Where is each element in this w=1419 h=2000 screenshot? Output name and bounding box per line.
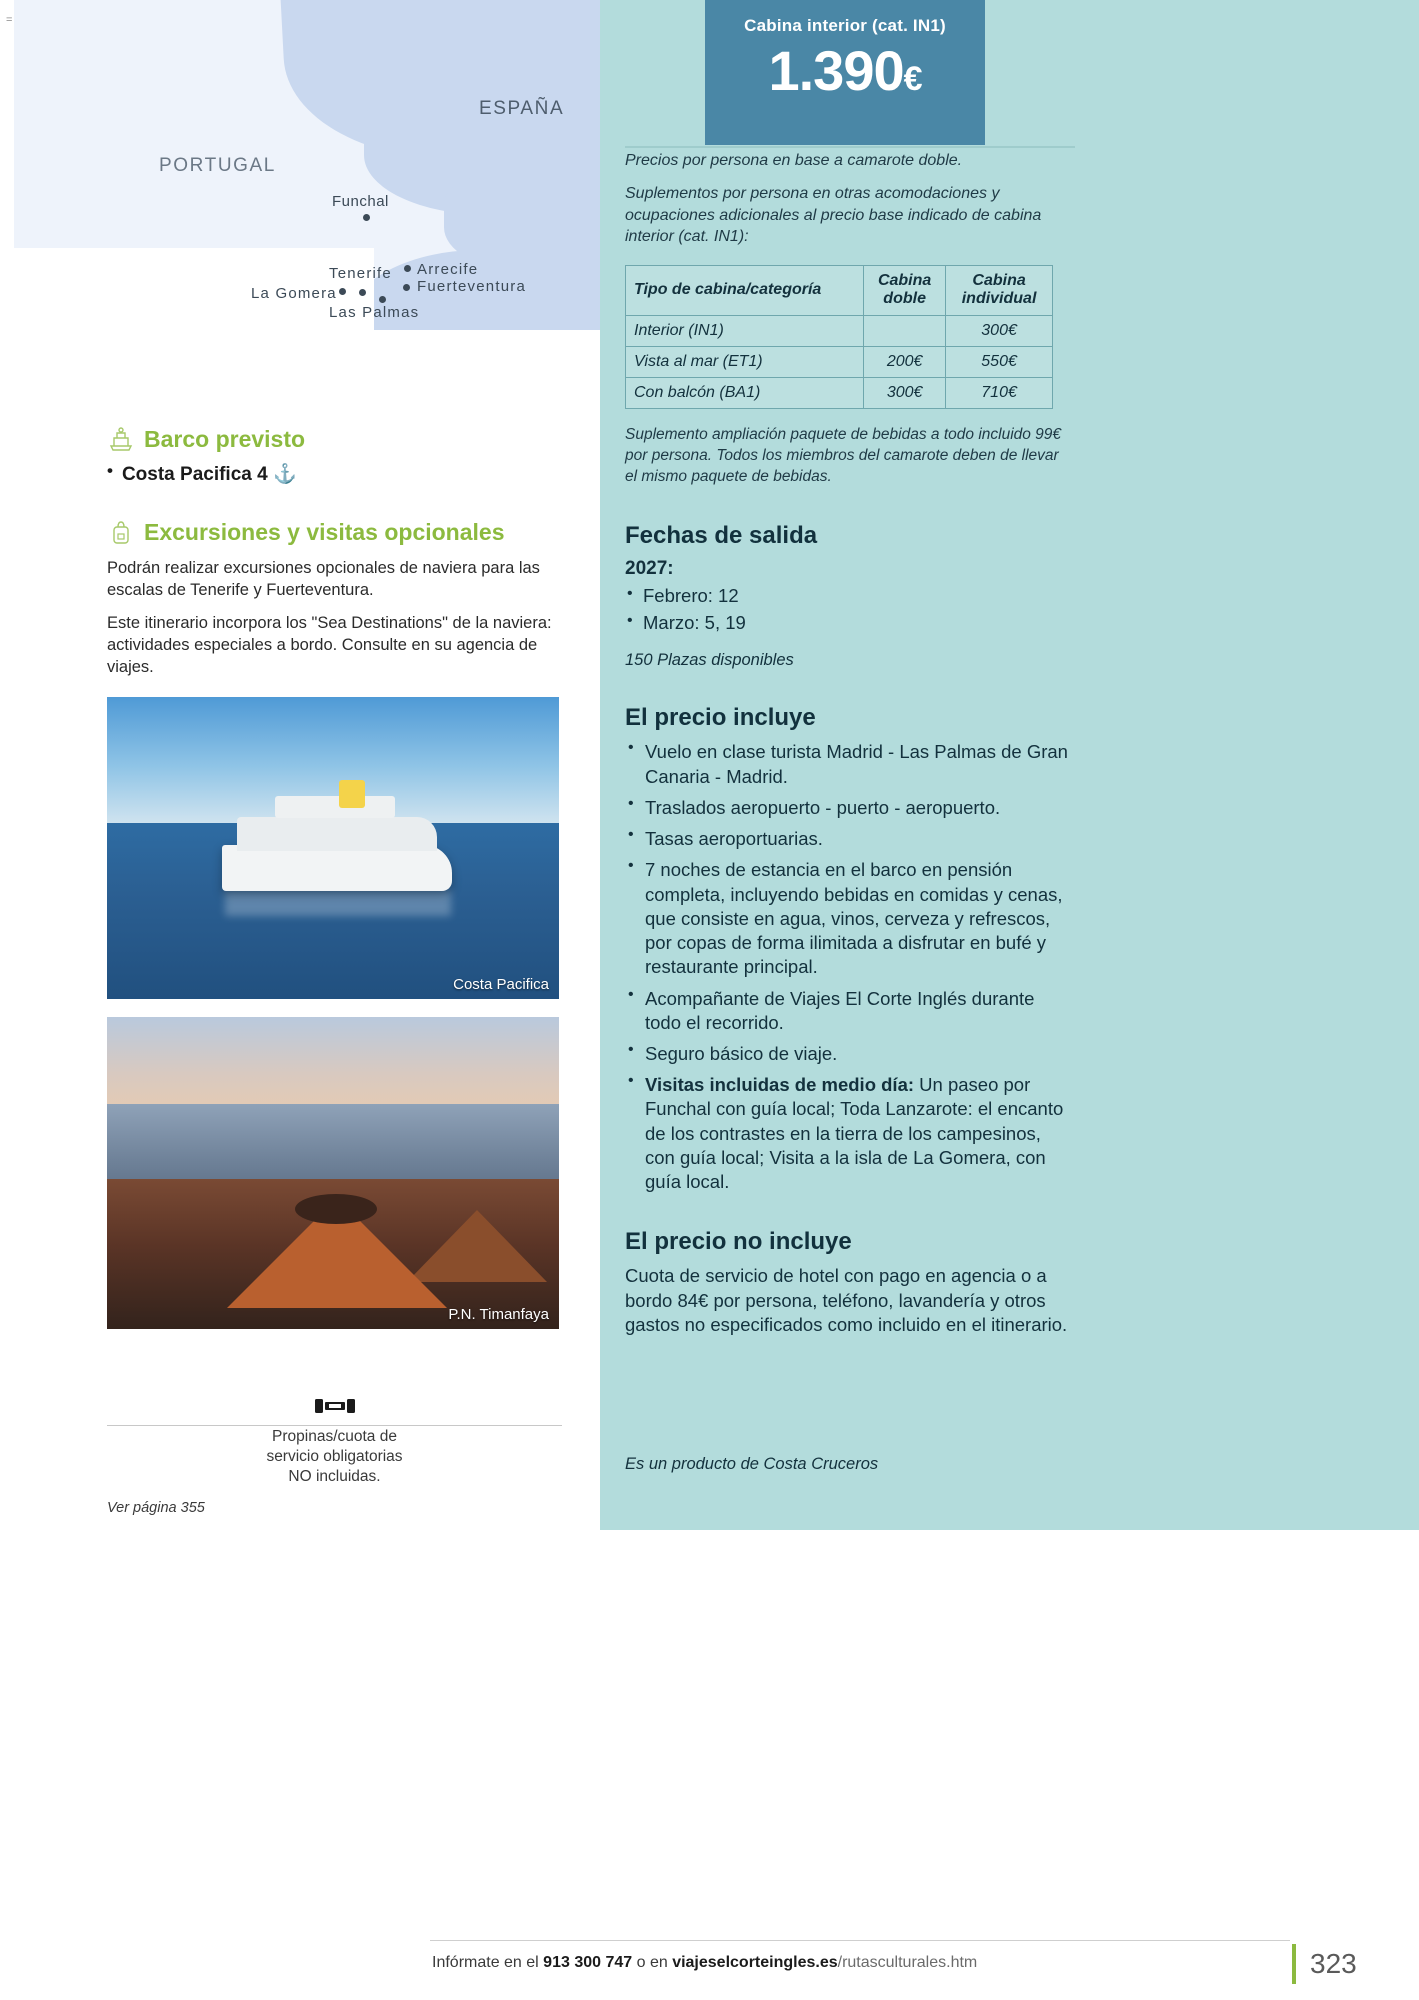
heading-fechas-salida: Fechas de salida: [625, 521, 818, 549]
ship-photo-superstructure: [275, 796, 395, 818]
list-item: • Vuelo en clase turista Madrid - Las Palmas de Gran Canaria - Madrid.: [625, 740, 1075, 788]
visitas-label: Visitas incluidas de medio día:: [645, 1074, 915, 1096]
propinas-block: [107, 1395, 562, 1487]
section-header-excursiones: [107, 518, 562, 546]
map-label-las-palmas: Las Palmas: [329, 304, 420, 321]
map-dot-funchal: [363, 214, 370, 221]
map-label-tenerife: Tenerife: [329, 265, 392, 282]
map-dot-la-gomera: [339, 288, 346, 295]
price-badge: [705, 0, 985, 145]
price-note-2: Suplementos por persona en otras acomodaciones y ocupaciones adicionales al precio base indicado de cabina interior (cat. IN1):: [625, 185, 1042, 245]
map-label-la-gomera: La Gomera: [251, 285, 337, 302]
ship-photo-hull: [222, 845, 452, 891]
map-dot-fuerteventura: [403, 284, 410, 291]
backpack-icon: [107, 518, 135, 546]
list-item: • Marzo: 5, 19: [625, 611, 1075, 635]
price-badge-amount: 1.390: [768, 39, 904, 102]
map-label-fuerteventura: Fuerteventura: [417, 278, 526, 295]
price-badge-label: Cabina interior (cat. IN1): [744, 16, 946, 35]
table-cell-doble: 200€: [864, 346, 946, 377]
volcano-photo: [107, 1017, 559, 1329]
visitas-detail: Un paseo por Funchal con guía local; Toda Lanzarote: el encanto de los contrastes en la tierra de los campesinos, con guía local; Visita a la isla de La Gomera, con guía local.: [645, 1074, 1064, 1193]
section-title-barco: Barco previsto: [144, 425, 306, 452]
included-list: [625, 740, 1075, 1194]
corner-mark: =: [6, 14, 13, 26]
list-item-visitas: [625, 1073, 1075, 1194]
footer-url-domain[interactable]: viajeselcorteingles.es: [672, 1954, 838, 1971]
not-included-text: Cuota de servicio de hotel con pago en agencia o a bordo 84€ por persona, teléfono, lavandería y otros gastos no especificados como incluido en el itinerario.: [625, 1265, 1068, 1335]
table-header-individual-line2: individual: [961, 290, 1037, 308]
map-dot-arrecife: [404, 265, 411, 272]
map-mask-bottom: [344, 330, 600, 388]
footer-phone[interactable]: 913 300 747: [543, 1954, 633, 1971]
table-row: [626, 377, 1053, 408]
ship-photo-funnel: [339, 780, 365, 808]
table-header-individual: [946, 266, 1053, 316]
page-number: 323: [1310, 1948, 1357, 1979]
volcano-photo-caption: P.N. Timanfaya: [448, 1305, 549, 1323]
barco-item: [107, 462, 562, 486]
barco-item-label: Costa Pacifica 4 ⚓: [121, 464, 297, 485]
footer-prefix: Infórmate en el: [432, 1954, 544, 1971]
ship-icon: [107, 425, 135, 453]
ship-photo-reflection: [225, 890, 451, 916]
footer-divider: [430, 1940, 1290, 1941]
table-header-doble: [864, 266, 946, 316]
price-badge-value: [705, 38, 985, 103]
supplements-table: [625, 265, 1053, 409]
footer-url-path[interactable]: /rutasculturales.htm: [837, 1954, 978, 1971]
footer-contact: [432, 1954, 977, 1972]
map-label-arrecife: Arrecife: [417, 261, 479, 278]
left-content: [107, 425, 562, 1329]
price-badge-currency: €: [903, 60, 922, 98]
beverage-supplement-note: Suplemento ampliación paquete de bebidas a todo incluido 99€ por persona. Todos los miembros del camarote deben de llevar el mismo paquete de bebidas.: [625, 425, 1062, 485]
excursiones-paragraph-2: Este itinerario incorpora los "Sea Destinations" de la naviera: actividades especiales a bordo. Consulte en su agencia de viajes.: [107, 614, 552, 677]
available-places: 150 Plazas disponibles: [625, 651, 794, 670]
table-cell-individual: 710€: [946, 377, 1053, 408]
list-item: • Tasas aeroportuarias.: [625, 827, 1075, 851]
excursiones-paragraph-1: Podrán realizar excursiones opcionales de naviera para las escalas de Tenerife y Fuerteventura.: [107, 559, 540, 600]
table-cell-doble: [864, 315, 946, 346]
departure-dates-list: [625, 584, 1075, 636]
table-cell-individual: 300€: [946, 315, 1053, 346]
table-header-doble-line2: doble: [883, 290, 926, 308]
section-header-barco: [107, 425, 562, 453]
page-number-bar: [1292, 1944, 1296, 1984]
list-item: • Febrero: 12: [625, 584, 1075, 608]
section-title-excursiones: Excursiones y visitas opcionales: [144, 518, 505, 545]
heading-precio-no-incluye: El precio no incluye: [625, 1228, 852, 1256]
propinas-divider: [107, 1425, 562, 1426]
map-mask-left: [14, 248, 374, 388]
ver-pagina-note: Ver página 355: [107, 1500, 205, 1516]
right-panel: [600, 0, 1419, 1530]
page-footer: [0, 1930, 1419, 2000]
price-note-1: Precios por persona en base a camarote doble.: [625, 152, 963, 169]
table-row: [626, 346, 1053, 377]
map-label-portugal: PORTUGAL: [159, 155, 276, 176]
heading-precio-incluye: El precio incluye: [625, 704, 816, 732]
product-provider-note: Es un producto de Costa Cruceros: [625, 1455, 879, 1473]
map-label-funchal: Funchal: [332, 193, 389, 210]
ship-photo-caption: Costa Pacifica: [453, 975, 549, 993]
departure-year: 2027:: [625, 557, 674, 579]
map-label-espana: ESPAÑA: [479, 98, 565, 119]
table-row: [626, 315, 1053, 346]
map-dot-tenerife: [359, 289, 366, 296]
map-dot-las-palmas: [379, 296, 386, 303]
left-column: [0, 0, 600, 1960]
table-cell-type: Vista al mar (ET1): [626, 346, 864, 377]
list-item: • Acompañante de Viajes El Corte Inglés durante todo el recorrido.: [625, 987, 1075, 1035]
route-map: [14, 0, 600, 388]
propinas-line-1: Propinas/cuota de: [272, 1428, 397, 1445]
table-cell-type: Interior (IN1): [626, 315, 864, 346]
barco-bullet: •: [107, 461, 113, 480]
list-item: • Seguro básico de viaje.: [625, 1042, 1075, 1066]
table-cell-type: Con balcón (BA1): [626, 377, 864, 408]
price-badge-underline: [625, 146, 1075, 148]
table-cell-individual: 550€: [946, 346, 1053, 377]
table-header-doble-line1: Cabina: [877, 272, 932, 290]
list-item: • 7 noches de estancia en el barco en pensión completa, incluyendo bebidas en comidas y cenas, que consiste en agua, vinos, cerveza y refrescos, por copas de forma ilimitada a disfrutar en bufé y restaurante principal.: [625, 858, 1075, 979]
footer-middle: o en: [632, 1954, 673, 1971]
ship-photo: [107, 697, 559, 999]
right-panel-content: [625, 150, 1075, 1337]
propinas-line-3: NO incluidas.: [288, 1468, 381, 1486]
table-header-type: Tipo de cabina/categoría: [626, 266, 864, 316]
ship-photo-deck: [237, 817, 437, 851]
table-cell-doble: 300€: [864, 377, 946, 408]
list-item: • Traslados aeropuerto - puerto - aeropuerto.: [625, 796, 1075, 820]
table-header-individual-line1: Cabina: [972, 272, 1026, 290]
table-header-row: [626, 266, 1053, 316]
propinas-line-2: servicio obligatorias: [266, 1448, 403, 1466]
tips-icon: [313, 1395, 357, 1417]
